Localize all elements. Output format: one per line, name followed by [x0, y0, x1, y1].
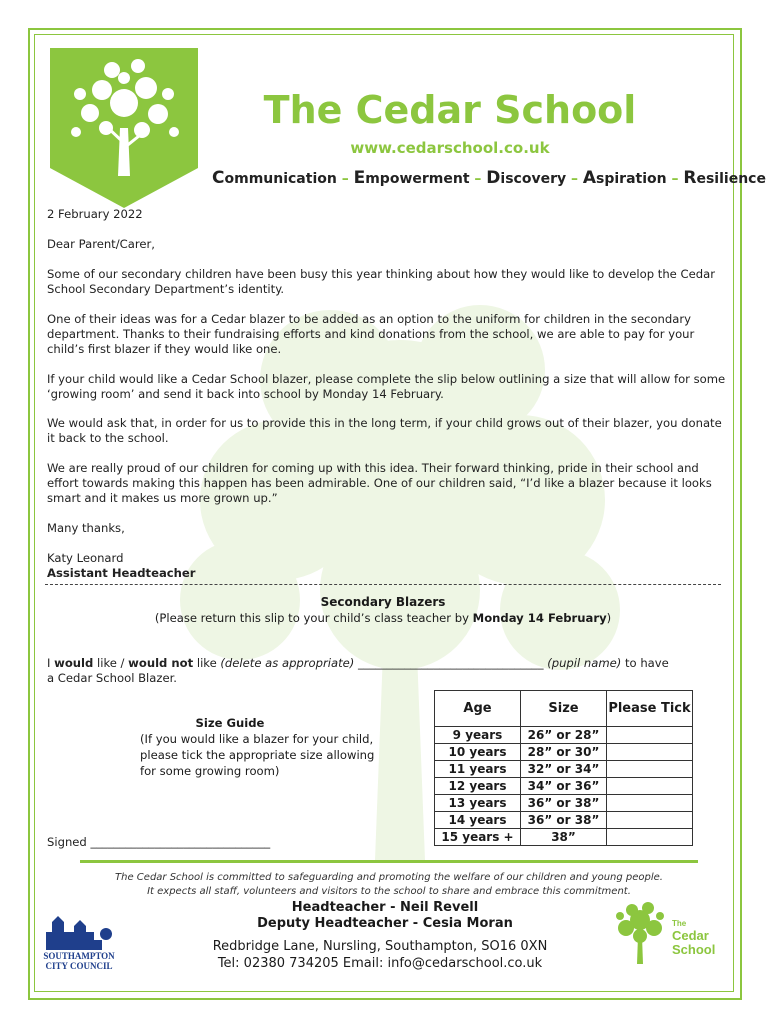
slip-title: Secondary Blazers: [320, 595, 446, 609]
council-name-1: SOUTHAMPTON: [43, 951, 115, 961]
mini-logo-the: The: [672, 919, 687, 928]
size-table: [434, 690, 693, 846]
col-age-header: Age: [435, 691, 521, 727]
motto-initial: A: [582, 168, 597, 188]
school-address: Redbridge Lane, Nursling, Southampton, SO16 0XN: [212, 939, 548, 954]
pupil-name-field[interactable]: ________________________________: [354, 656, 548, 670]
consent-i: I: [47, 656, 55, 670]
size-row: [435, 761, 693, 778]
letter-paragraph-1: Some of our secondary children have been busy this year thinking about how they would like to develop the Cedar School Secondary Department’s identity.: [47, 267, 715, 296]
age-cell: 11 years: [435, 761, 521, 778]
motto-initial: D: [486, 168, 501, 188]
tick-cell[interactable]: [607, 744, 693, 761]
size-cell: 32” or 34”: [521, 761, 607, 778]
consent-sep: like /: [93, 656, 129, 670]
safeguarding-note: [80, 871, 698, 899]
age-cell: 15 years +: [435, 829, 521, 846]
size-row: [435, 778, 693, 795]
footer-rule: [80, 860, 698, 863]
motto-dash: –: [666, 171, 684, 187]
letter-greeting: Dear Parent/Carer,: [47, 237, 155, 251]
size-cell: 26” or 28”: [521, 727, 607, 744]
mini-logo-cedar: Cedar: [672, 928, 709, 943]
school-website[interactable]: www.cedarschool.co.uk: [350, 139, 550, 157]
safeguarding-line-1: The Cedar School is committed to safeguarding and promoting the welfare of our children and young people.: [115, 872, 663, 883]
size-guide-title: Size Guide: [195, 716, 265, 730]
age-cell: 9 years: [435, 727, 521, 744]
letter-paragraph-5: We are really proud of our children for coming up with this idea. Their forward thinking, pride in their school and effort towards making this happen has been admirable. One of our children said, “I’d like a blazer because it looks smart and it makes us more grown up.”: [47, 461, 712, 505]
motto-dash: –: [469, 171, 487, 187]
size-cell: 28” or 30”: [521, 744, 607, 761]
slip-subtitle: [45, 611, 721, 625]
pupil-name-label: (pupil name): [547, 656, 622, 670]
size-cell: 36” or 38”: [521, 795, 607, 812]
age-cell: 12 years: [435, 778, 521, 795]
motto-dash: –: [336, 171, 354, 187]
col-size-header: Size: [521, 691, 607, 727]
school-mini-logo: [610, 898, 730, 968]
signature-field[interactable]: Signed _______________________________: [47, 835, 271, 849]
school-logo: [50, 48, 198, 208]
motto-word: esilience: [696, 171, 766, 187]
school-name: The Cedar School: [263, 88, 637, 132]
age-cell: 14 years: [435, 812, 521, 829]
consent-like: like: [193, 656, 221, 670]
consent-line: [47, 656, 727, 671]
motto-word: spiration: [596, 171, 667, 187]
size-row: [435, 795, 693, 812]
tick-cell[interactable]: [607, 778, 693, 795]
safeguarding-line-2: It expects all staff, volunteers and visitors to the school to share and embrace this commitment.: [147, 886, 631, 897]
motto-initial: E: [353, 168, 366, 188]
age-cell: 10 years: [435, 744, 521, 761]
cut-line: [45, 584, 721, 585]
contact-block: [180, 938, 580, 972]
signer-role: Assistant Headteacher: [47, 566, 196, 580]
letter-paragraph-3: If your child would like a Cedar School blazer, please complete the slip below outlining a size that will allow for some ‘growing room’ and send it back into school by Monday 14 February.: [47, 372, 726, 401]
deputy-headteacher: Deputy Headteacher - Cesia Moran: [257, 916, 513, 931]
tick-cell[interactable]: [607, 829, 693, 846]
col-tick-header: Please Tick: [607, 691, 693, 727]
motto-word: iscovery: [500, 171, 567, 187]
motto-initial: R: [683, 168, 697, 188]
size-cell: 34” or 36”: [521, 778, 607, 795]
slip-subtitle-text: (Please return this slip to your child’s class teacher by: [154, 611, 473, 625]
motto-word: ommunication: [224, 171, 337, 187]
tick-cell[interactable]: [607, 727, 693, 744]
size-guide-text: (If you would like a blazer for your child, please tick the appropriate size allowing for some growing room): [140, 732, 375, 778]
size-cell: 36” or 38”: [521, 812, 607, 829]
headteacher: Headteacher - Neil Revell: [291, 900, 479, 915]
signer-name: Katy Leonard: [47, 551, 124, 565]
motto-dash: –: [566, 171, 583, 187]
option-would[interactable]: would: [54, 656, 94, 670]
consent-line-2: a Cedar School Blazer.: [47, 671, 177, 685]
council-logo: [40, 912, 118, 972]
letter-date: 2 February 2022: [47, 207, 143, 221]
motto-word: mpowerment: [365, 171, 470, 187]
size-row: [435, 744, 693, 761]
size-row: [435, 829, 693, 846]
option-would-not[interactable]: would not: [128, 656, 194, 670]
tick-cell[interactable]: [607, 761, 693, 778]
tick-cell[interactable]: [607, 795, 693, 812]
council-name-2: CITY COUNCIL: [45, 961, 113, 971]
slip-deadline: Monday 14 February: [472, 611, 607, 625]
age-cell: 13 years: [435, 795, 521, 812]
school-contact[interactable]: Tel: 02380 734205 Email: info@cedarschool.co.uk: [217, 956, 543, 971]
consent-to-have: to have: [621, 656, 669, 670]
tick-cell[interactable]: [607, 812, 693, 829]
school-motto: [212, 168, 766, 188]
delete-note: (delete as appropriate): [220, 656, 355, 670]
letter-paragraph-2: One of their ideas was for a Cedar blazer to be added as an option to the uniform for children in the secondary department. Thanks to their fundraising efforts and kind donations from the school, we are able to pay for your child’s first blazer if they would like one.: [47, 312, 695, 356]
letter-paragraph-4: We would ask that, in order for us to provide this in the long term, if your child grows out of their blazer, you donate it back to the school.: [47, 416, 722, 445]
size-cell: 38”: [521, 829, 607, 846]
slip-subtitle-close: ): [606, 611, 612, 625]
size-row: [435, 727, 693, 744]
motto-initial: C: [212, 168, 225, 188]
mini-logo-school: School: [672, 942, 716, 957]
size-row: [435, 812, 693, 829]
letter-signoff: Many thanks,: [47, 521, 125, 535]
